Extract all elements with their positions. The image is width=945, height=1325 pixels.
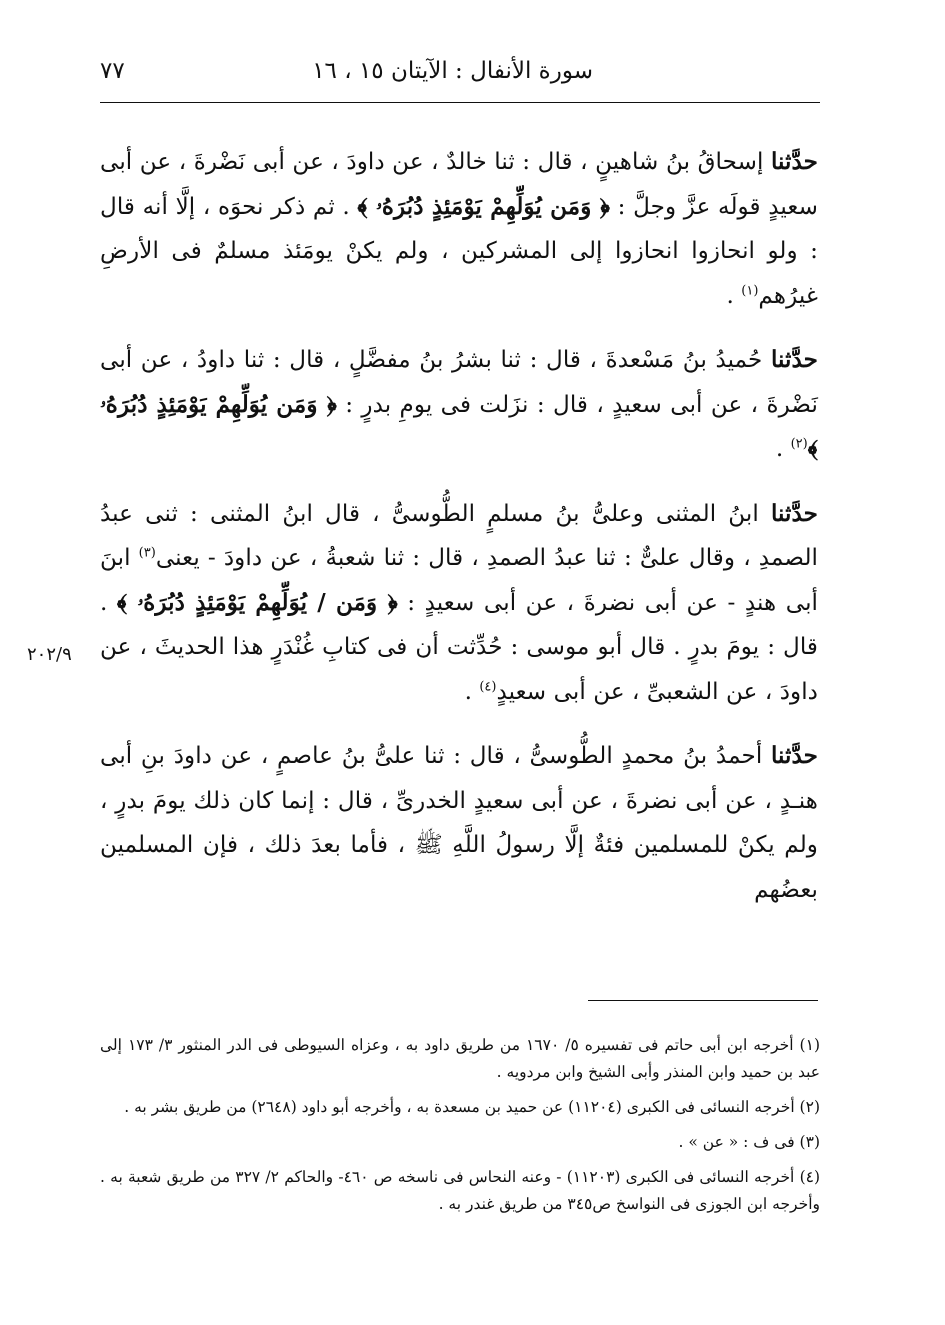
footnotes [100, 1032, 820, 1226]
footnote-4: (٤) أخرجه النسائى فى الكبرى (١١٢٠٣) - وعنه النحاس فى ناسخه ص ٤٦٠- والحاكم ٢/ ٣٢٧ من طريق شعبة به . وأخرجه ابن الجوزى فى النواسخ ص٣٤٥ من طريق غندر به . [100, 1168, 821, 1213]
footnote-3: (٣) فى ف : « عن » . [678, 1133, 820, 1151]
paragraph-text: . [464, 677, 480, 705]
header-rule [100, 102, 820, 103]
running-header [100, 58, 818, 98]
paragraph-4 [100, 734, 818, 912]
footnote-marker: (٤) [479, 678, 497, 694]
narration-keyword: حدَّثنا [770, 148, 818, 175]
footnote-2: (٢) أخرجه النسائى فى الكبرى (١١٢٠٤) عن حميد بن مسعدة به ، وأخرجه أبو داود (٢٦٤٨) من طريق بشر به . [124, 1098, 820, 1116]
paragraph-2 [100, 338, 818, 472]
paragraph-text: ابنُ المثنى وعلىُّ بنُ مسلمٍ الطُّوسىُّ ، قال ابنُ المثنى : ثنى عبدُ الصمدِ ، وقال علىٌّ : ثنا عبدُ الصمدِ ، قال : ثنا شعبةُ ، عن داودَ - يعنى [100, 499, 818, 571]
surah-title: سورة الأنفال : الآيتان ١٥ ، ١٦ [312, 58, 593, 84]
footnote-marker: (٣) [138, 545, 156, 561]
footnote-rule [588, 1000, 818, 1001]
paragraph-text: إسحاقُ بنُ شاهينٍ ، قال : ثنا خالدٌ ، عن داودَ ، عن أبى نَضْرةَ ، عن أبى سعيدٍ قولَه عزَّ وجلَّ : [100, 148, 818, 220]
paragraph-text: . قال : يومَ بدرٍ . قال أبو موسى : حُدِّثت أن فى كتابِ غُنْدَرٍ هذا الحديثَ ، عن داودَ ، عن الشعبىِّ ، عن أبى سعيدٍ [100, 588, 818, 705]
narration-keyword: حدَّثنا [770, 499, 818, 527]
page-number: ٧٧ [100, 58, 125, 84]
paragraph-text: . ثم ذكر نحوَه ، إلَّا أنه قال : ولو انحازوا انحازوا إلى المشركين ، ولم يكنْ يومَئذ مسلمٌ فى الأرضِ غيرُهم [100, 192, 818, 309]
paragraph-3 [100, 492, 818, 715]
paragraph-text: حُميدُ بنُ مَسْعدةَ ، قال : ثنا بشرُ بنُ مفضَّلٍ ، قال : ثنا داودُ ، عن أبى نَضْرةَ ، عن أبى سعيدٍ ، قال : نزَلت فى يومِ بدرٍ : [100, 346, 818, 418]
footnote-marker: (٢) [790, 436, 808, 452]
paragraph-text: . [726, 281, 742, 309]
footnote-marker: (١) [741, 282, 759, 298]
paragraph-1 [100, 140, 818, 318]
paragraph-text: . [775, 435, 791, 462]
paragraph-text: ابنَ أبى هندٍ - عن أبى نضرةَ ، عن أبى سعيدٍ : [100, 544, 819, 616]
main-text [100, 140, 818, 932]
margin-reference: ٢٠٢/٩ [27, 644, 72, 665]
quran-verse: ﴿ وَمَن يُوَلِّهِمْ يَوْمَئِذٍ دُبُرَهُۥ ﴾ [100, 390, 818, 462]
footnote-1: (١) أخرجه ابن أبى حاتم فى تفسيره ٥/ ١٦٧٠ من طريق داود به ، وعزاه السيوطى فى الدر المنثور ٣/ ١٧٣ إلى عبد بن حميد وابن المنذر وأبى الشيخ وابن مردويه . [100, 1036, 820, 1081]
paragraph-text: أحمدُ بنُ محمدٍ الطُّوسىُّ ، قال : ثنا علىُّ بنُ عاصمٍ ، عن داودَ بنِ أبى هنـدٍ ، عن أبى نضرةَ ، عن أبى سعيدٍ الخدرىِّ ، قال : إنما كان ذلك يومَ بدرٍ ، ولم يكنْ للمسلمين فئةٌ إلَّا رسولُ اللَّهِ ﷺ ، فأما بعدَ ذلك ، فإن المسلمين بعضُهم [100, 742, 818, 903]
quran-verse: ﴿ وَمَن يُوَلِّهِمْ يَوْمَئِذٍ دُبُرَهُۥ ﴾ [357, 192, 611, 220]
narration-keyword: حدَّثنا [770, 346, 818, 373]
quran-verse: ﴿ وَمَن / يُوَلِّهِمْ يَوْمَئِذٍ دُبُرَهُۥ ﴾ [116, 588, 398, 616]
narration-keyword: حدَّثنا [770, 742, 818, 769]
